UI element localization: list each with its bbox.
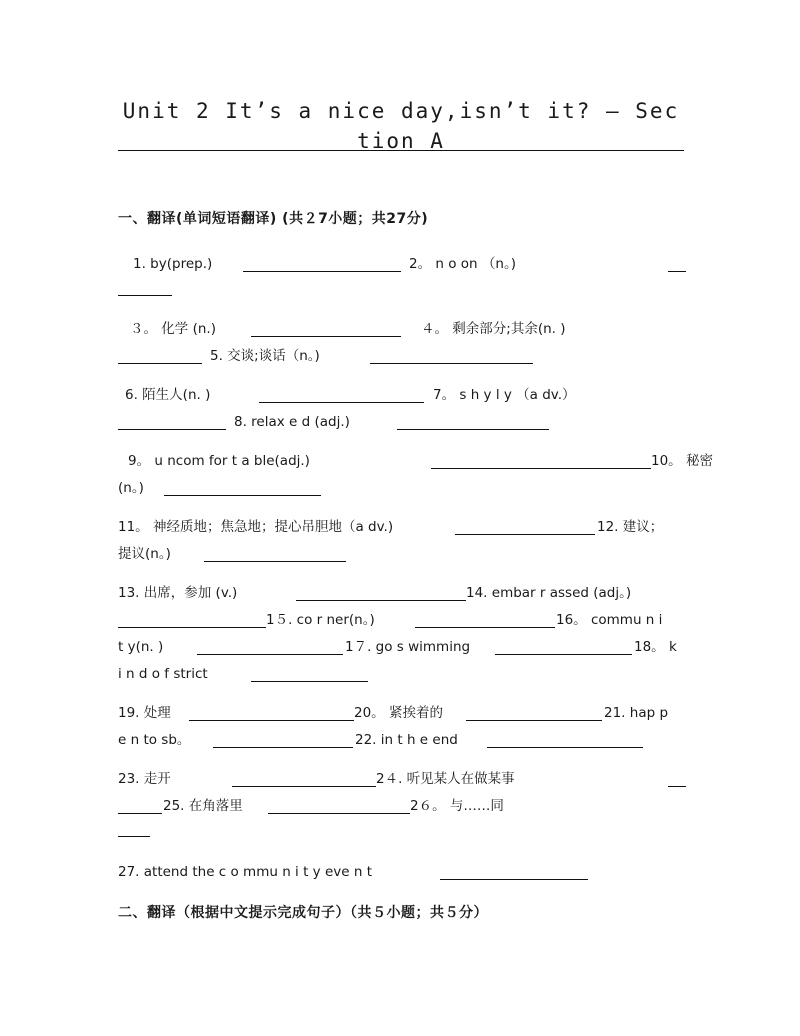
item-14-prompt: 14. embar r assed (adj。) [466,585,632,601]
answer-blank-11[interactable] [455,534,595,535]
answer-blank-24-continued[interactable] [118,813,162,814]
item-18-prompt-continued: i n d o f strict [118,666,208,682]
answer-blank-13[interactable] [296,600,466,601]
answer-blank-5[interactable] [370,363,533,364]
item-26-prompt: 2６。 与……同 [410,798,504,814]
item-9-prompt: 9。 u ncom for t a ble(adj.) [128,453,310,469]
answer-blank-23[interactable] [232,786,376,787]
item-4-prompt: ４。 剩余部分;其余(n. ) [421,321,566,337]
item-2-prompt: 2。 n o on （n。) [409,256,516,272]
item-15-prompt: 1５. co r ner(n。) [266,612,375,628]
answer-blank-17[interactable] [495,654,632,655]
answer-blank-15[interactable] [415,627,555,628]
item-1-prompt: 1. by(prep.) [133,256,213,272]
item-13-prompt: 13. 出席，参加 (v.) [118,585,238,601]
title-line-1: Unit 2 It’s a nice day,isn’t it? — Sec [122,99,680,123]
answer-blank-22[interactable] [487,747,643,748]
item-5-prompt: 5. 交谈;谈话（n。) [210,348,320,364]
title-underline [118,150,684,151]
answer-blank-21[interactable] [213,747,353,748]
answer-blank-2[interactable] [668,271,686,272]
worksheet-title [118,96,684,156]
answer-blank-10[interactable] [164,495,321,496]
answer-blank-19[interactable] [189,720,354,721]
answer-blank-25[interactable] [268,813,410,814]
answer-blank-9[interactable] [431,468,651,469]
item-7-prompt: 7。 s h y l y （a dv.） [433,387,576,403]
item-12-prompt-continued: 提议(n。) [118,546,171,562]
answer-blank-4[interactable] [118,363,202,364]
answer-blank-1[interactable] [243,271,401,272]
item-27-prompt: 27. attend the c o mmu n i t y eve n t [118,864,372,880]
section-2-heading: 二、翻译（根据中文提示完成句子）（共５小题；共５分） [118,905,488,921]
answer-blank-20[interactable] [466,720,602,721]
item-24-prompt: 2４. 听见某人在做某事 [376,771,515,787]
item-16-prompt: 16。 commu n i [556,612,663,628]
item-16-prompt-continued: t y(n. ) [118,639,164,655]
answer-blank-7[interactable] [118,429,226,430]
item-21-prompt: 21. hap p [604,705,669,721]
item-10-prompt: 10。 秘密 [651,453,713,469]
answer-blank-27[interactable] [440,879,588,880]
item-22-prompt: 22. in t h e end [355,732,458,748]
answer-blank-18[interactable] [251,681,368,682]
item-8-prompt: 8. relax e d (adj.) [234,414,350,430]
answer-blank-3[interactable] [251,336,401,337]
item-10-prompt-continued: (n。) [118,480,144,496]
section-1-heading: 一、翻译(单词短语翻译) (共２7小题；共27分) [118,211,429,227]
item-3-prompt: ３。 化学 (n.) [130,321,216,337]
answer-blank-2-continued[interactable] [118,295,172,296]
item-25-prompt: 25. 在角落里 [163,798,243,814]
answer-blank-6[interactable] [259,402,424,403]
item-18-prompt: 18。 k [634,639,677,655]
answer-blank-16[interactable] [197,654,343,655]
answer-blank-14[interactable] [118,627,266,628]
answer-blank-26[interactable] [118,836,150,837]
answer-blank-12[interactable] [204,561,346,562]
item-21-prompt-continued: e n to sb。 [118,732,191,748]
item-11-prompt: 11。 神经质地；焦急地；提心吊胆地（a dv.) [118,519,394,535]
title-line-2: tion A [357,129,445,153]
item-12-prompt: 12. 建议； [597,519,664,535]
item-17-prompt: 1７. go s wimming [345,639,471,655]
answer-blank-24[interactable] [668,786,686,787]
answer-blank-8[interactable] [397,429,549,430]
item-23-prompt: 23. 走开 [118,771,171,787]
item-19-prompt: 19. 处理 [118,705,171,721]
item-20-prompt: 20。 紧挨着的 [354,705,443,721]
item-6-prompt: 6. 陌生人(n. ) [125,387,211,403]
